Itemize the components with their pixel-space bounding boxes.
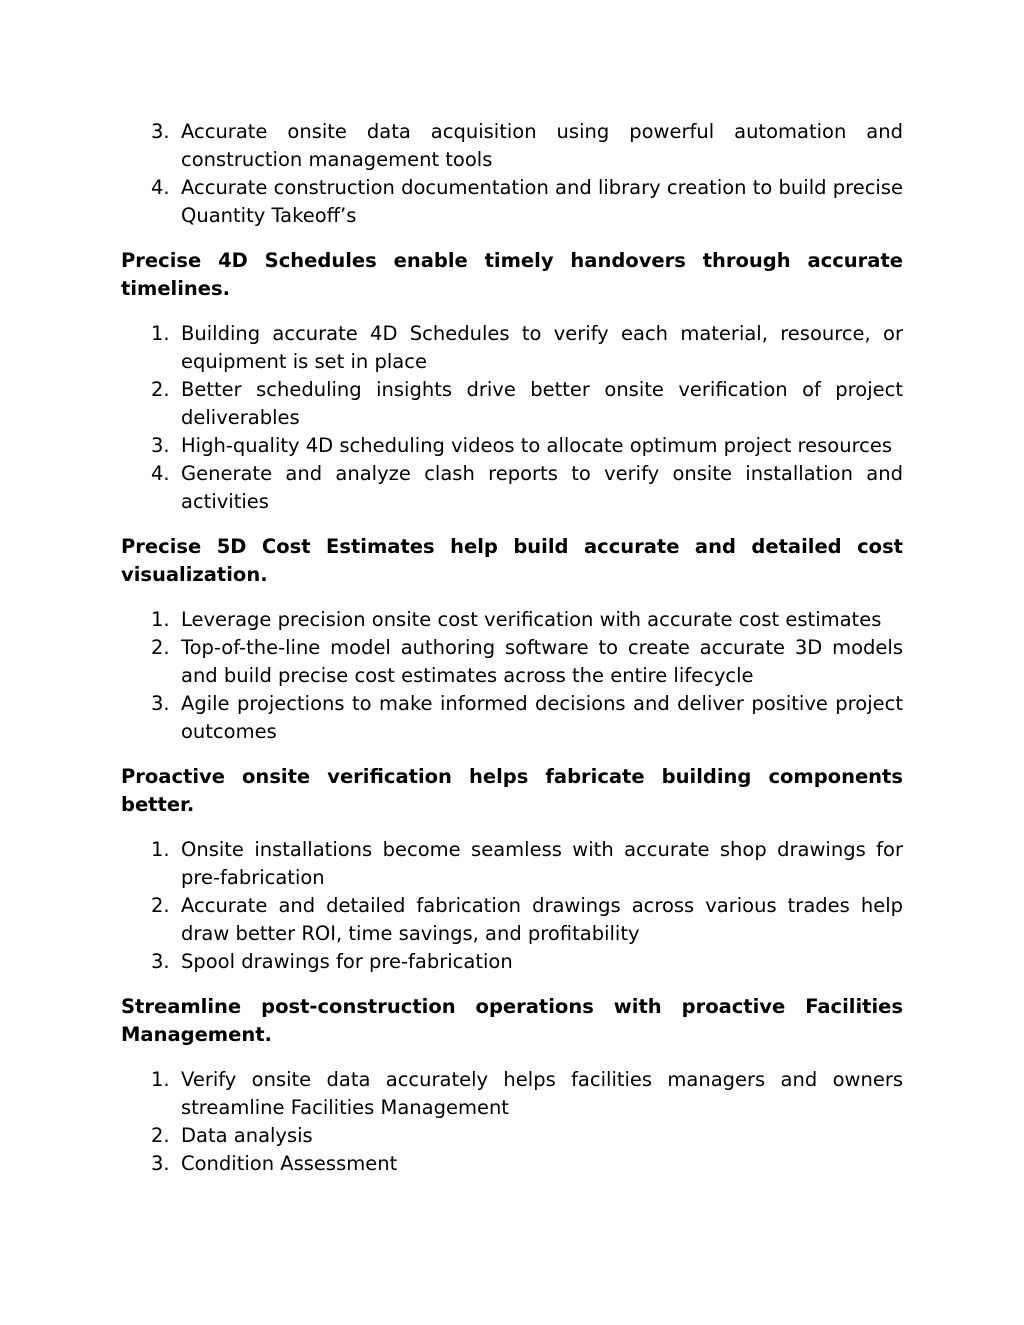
list-item (121, 174, 903, 230)
list-item-number: 1. (151, 838, 170, 861)
list-item-number: 2. (151, 1124, 170, 1147)
list-item-number: 1. (151, 608, 170, 631)
list-item (121, 690, 903, 746)
list-item-text: Leverage precision onsite cost verification with accurate cost estimates (181, 608, 882, 631)
list-item-text: Agile projections to make informed decisions and deliver positive project outcomes (181, 692, 903, 743)
list-item (121, 1066, 903, 1122)
list-onsite-verification (121, 836, 903, 976)
list-item-text: Generate and analyze clash reports to verify onsite installation and activities (181, 462, 903, 513)
list-item-text: Building accurate 4D Schedules to verify each material, resource, or equipment is set in place (181, 322, 903, 373)
list-item-number: 3. (151, 434, 170, 457)
list-item-number: 1. (151, 322, 170, 345)
list-5d-cost-estimates (121, 606, 903, 746)
list-item-text: Onsite installations become seamless with accurate shop drawings for pre-fabrication (181, 838, 903, 889)
list-item-number: 3. (151, 120, 170, 143)
list-item-text: Accurate and detailed fabrication drawings across various trades help draw better ROI, time savings, and profitability (181, 894, 903, 945)
list-item (121, 836, 903, 892)
list-item-number: 4. (151, 462, 170, 485)
list-item-number: 2. (151, 378, 170, 401)
list-item (121, 432, 903, 460)
section-heading-5d-cost-estimates: Precise 5D Cost Estimates help build accurate and detailed cost visualization. (121, 535, 903, 586)
list-item-number: 1. (151, 1068, 170, 1091)
list-item (121, 320, 903, 376)
list-item-number: 3. (151, 692, 170, 715)
list-item (121, 634, 903, 690)
list-item-text: Spool drawings for pre-fabrication (181, 950, 513, 973)
list-item-number: 2. (151, 894, 170, 917)
list-item (121, 376, 903, 432)
list-item-text: Top-of-the-line model authoring software to create accurate 3D models and build precise cost estimates across the entire lifecycle (181, 636, 903, 687)
list-item (121, 606, 903, 634)
list-item (121, 892, 903, 948)
list-facilities-management (121, 1066, 903, 1178)
list-item (121, 1122, 903, 1150)
document-page (121, 118, 903, 1178)
list-item-text: Better scheduling insights drive better onsite verification of project deliverables (181, 378, 903, 429)
list-item-text: Accurate onsite data acquisition using powerful automation and construction management tools (181, 120, 903, 171)
list-item-text: High-quality 4D scheduling videos to allocate optimum project resources (181, 434, 893, 457)
list-item (121, 460, 903, 516)
list-item (121, 948, 903, 976)
list-item-text: Data analysis (181, 1124, 313, 1147)
section-heading-4d-schedules: Precise 4D Schedules enable timely handovers through accurate timelines. (121, 249, 903, 300)
list-item-text: Condition Assessment (181, 1152, 398, 1175)
list-continued (121, 118, 903, 230)
list-item-text: Verify onsite data accurately helps facilities managers and owners streamline Facilities Management (181, 1068, 903, 1119)
list-item-number: 2. (151, 636, 170, 659)
list-item (121, 118, 903, 174)
list-item-text: Accurate construction documentation and library creation to build precise Quantity Takeoff’s (181, 176, 903, 227)
list-item-number: 3. (151, 1152, 170, 1175)
list-item (121, 1150, 903, 1178)
list-item-number: 3. (151, 950, 170, 973)
section-heading-facilities-management: Streamline post-construction operations with proactive Facilities Management. (121, 995, 903, 1046)
section-heading-onsite-verification: Proactive onsite verification helps fabricate building components better. (121, 765, 903, 816)
list-4d-schedules (121, 320, 903, 516)
list-item-number: 4. (151, 176, 170, 199)
